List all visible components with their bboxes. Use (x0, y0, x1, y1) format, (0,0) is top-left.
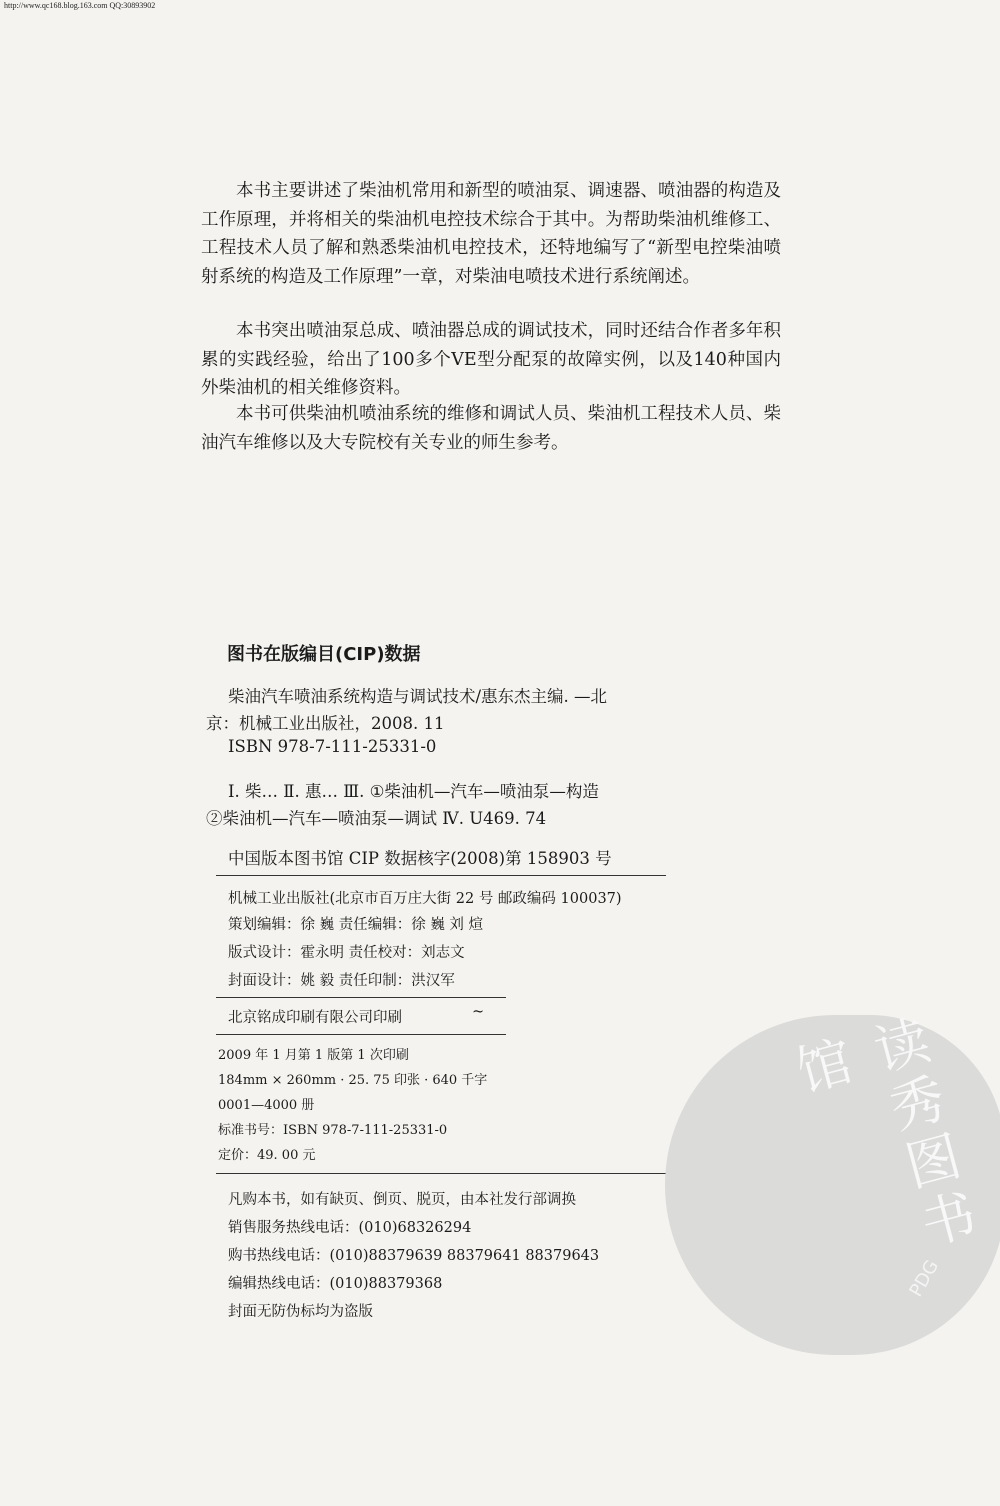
divider-2 (216, 997, 506, 998)
source-url-header: http://www.qc168.blog.163.com QQ:30893902 (4, 1, 156, 10)
cip-number: 中国版本图书馆 CIP 数据核字(2008)第 158903 号 (228, 849, 612, 868)
edition-line: 2009 年 1 月第 1 版第 1 次印刷 (218, 1048, 409, 1063)
printer-mark: ~ (472, 1004, 485, 1020)
publisher-address: 机械工业出版社(北京市百万庄大街 22 号 邮政编码 100037) (228, 891, 622, 907)
subject-line-1: Ⅰ. 柴… Ⅱ. 惠… Ⅲ. ①柴油机—汽车—喷油泵—构造 (228, 782, 599, 801)
format-line: 184mm × 260mm · 25. 75 印张 · 640 千字 (218, 1073, 488, 1088)
anti-piracy-notice: 封面无防伪标均为盗版 (228, 1304, 373, 1320)
sales-hotline: 销售服务热线电话：(010)68326294 (228, 1220, 472, 1236)
printer-line: 北京铭成印刷有限公司印刷 (228, 1010, 402, 1026)
divider-4 (216, 1173, 666, 1174)
print-run-line: 0001—4000 册 (218, 1098, 315, 1113)
summary-paragraph-1: 本书主要讲述了柴油机常用和新型的喷油泵、调速器、喷油器的构造及工作原理，并将相关的柴油机电控技术综合于其中。为帮助柴油机维修工、工程技术人员了解和熟悉柴油机电控技术，还特地编写了“新型电控柴油喷射系统的构造及工作原理”一章，对柴油电喷技术进行系统阐述。 (201, 181, 781, 287)
cover-design-line: 封面设计：姚 毅 责任印制：洪汉军 (228, 973, 455, 989)
divider-1 (216, 875, 666, 876)
cip-title: 图书在版编目(CIP)数据 (227, 644, 421, 665)
summary-paragraph-2: 本书突出喷油泵总成、喷油器总成的调试技术，同时还结合作者多年积累的实践经验，给出了100多个VE型分配泵的故障实例，以及140种国内外柴油机的相关维修资料。 (201, 321, 781, 398)
catalog-line-2: 京：机械工业出版社，2008. 11 (206, 714, 445, 733)
divider-3 (216, 1034, 506, 1035)
isbn-line: ISBN 978-7-111-25331-0 (228, 737, 437, 756)
seal-pdg-label: PDG (905, 1256, 944, 1301)
standard-number-line: 标准书号：ISBN 978-7-111-25331-0 (218, 1123, 448, 1138)
editors-line: 策划编辑：徐 巍 责任编辑：徐 巍 刘 煊 (228, 917, 484, 933)
price-line: 定价：49. 00 元 (218, 1148, 316, 1163)
catalog-line-1: 柴油汽车喷油系统构造与调试技术/惠东杰主编. —北 (228, 687, 608, 706)
seal-text: 读秀图书馆 (783, 1010, 984, 1259)
summary-paragraph-3: 本书可供柴油机喷油系统的维修和调试人员、柴油机工程技术人员、柴油汽车维修以及大专院校有关专业的师生参考。 (201, 404, 781, 453)
layout-design-line: 版式设计：霍永明 责任校对：刘志文 (228, 945, 465, 961)
editorial-hotline: 编辑热线电话：(010)88379368 (228, 1276, 443, 1292)
subject-line-2: ②柴油机—汽车—喷油泵—调试 Ⅳ. U469. 74 (206, 809, 547, 828)
defect-notice: 凡购本书，如有缺页、倒页、脱页，由本社发行部调换 (228, 1192, 576, 1208)
purchase-hotline: 购书热线电话：(010)88379639 88379641 88379643 (228, 1248, 600, 1264)
